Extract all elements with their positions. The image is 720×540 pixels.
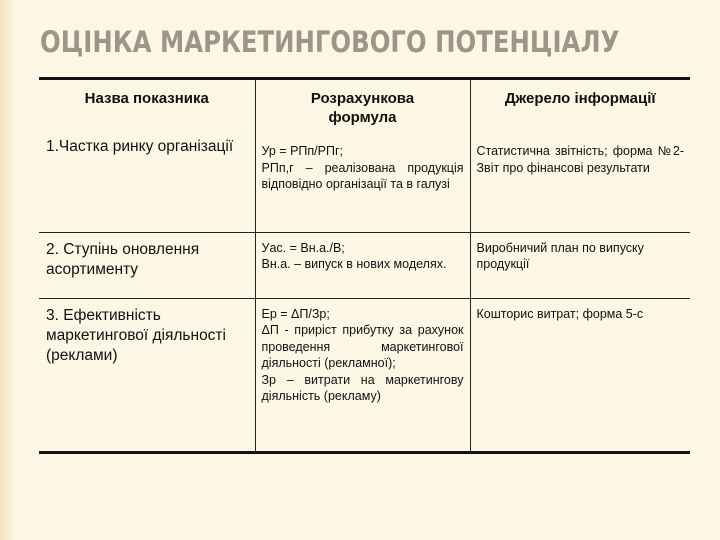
formula-line: Уас. = Вн.а./В;: [261, 240, 345, 255]
indicator-name: 2. Ступінь оновлення асортименту: [46, 240, 200, 278]
table-cell: [255, 298, 470, 451]
source-text: [471, 233, 691, 273]
source-line: Виробничий план по випуску продукції: [476, 240, 644, 271]
column-header-name: Назва показника: [84, 90, 209, 107]
source-text: [471, 299, 691, 323]
page-title: ОЦІНКА МАРКЕТИНГОВОГО ПОТЕНЦІАЛУ: [40, 25, 620, 59]
formula-line: Вн.а. – випуск в нових моделях.: [261, 257, 447, 271]
formula-text: [256, 127, 470, 193]
table-cell: [255, 232, 470, 298]
table-row: [39, 232, 690, 298]
formula-line: Ур = РПп/РПг;: [261, 144, 343, 158]
indicator-table: [39, 77, 690, 454]
table-cell: [470, 232, 690, 298]
source-text: [471, 108, 691, 176]
formula-line: Зр – витрати на маркетингову діяльність (рекламу): [261, 372, 464, 403]
formula-line: ΔП - приріст прибутку за рахунок проведення маркетингової діяльності (рекламної);: [261, 323, 464, 370]
table-cell: [39, 80, 255, 232]
column-header-source: Джерело інформації: [504, 90, 656, 107]
source-line: Кошторис витрат; форма 5-с: [476, 306, 644, 321]
table-cell: [39, 232, 255, 298]
column-header-formula: Розрахункова формула: [310, 90, 415, 126]
formula-line: Ер = ΔП/Зр;: [261, 306, 330, 321]
decorative-side-band: [0, 0, 14, 540]
indicator-name: 1.Частка ринку організації: [46, 138, 234, 155]
formula-text: [256, 299, 470, 405]
formula-line: РПп,г – реалізована продукція відповідно організації та в галузі: [261, 160, 464, 191]
table-cell: [470, 80, 690, 232]
table-row: [39, 80, 690, 232]
formula-text: [256, 233, 470, 273]
source-line: Статистична звітність; форма №2- Звіт про фінансові результати: [476, 144, 684, 175]
table-cell: [470, 298, 690, 451]
table-cell: [39, 298, 255, 451]
table-cell: [255, 80, 470, 232]
table-row: [39, 298, 690, 451]
indicator-name: 3. Ефективність маркетингової діяльності (реклами): [46, 306, 226, 364]
